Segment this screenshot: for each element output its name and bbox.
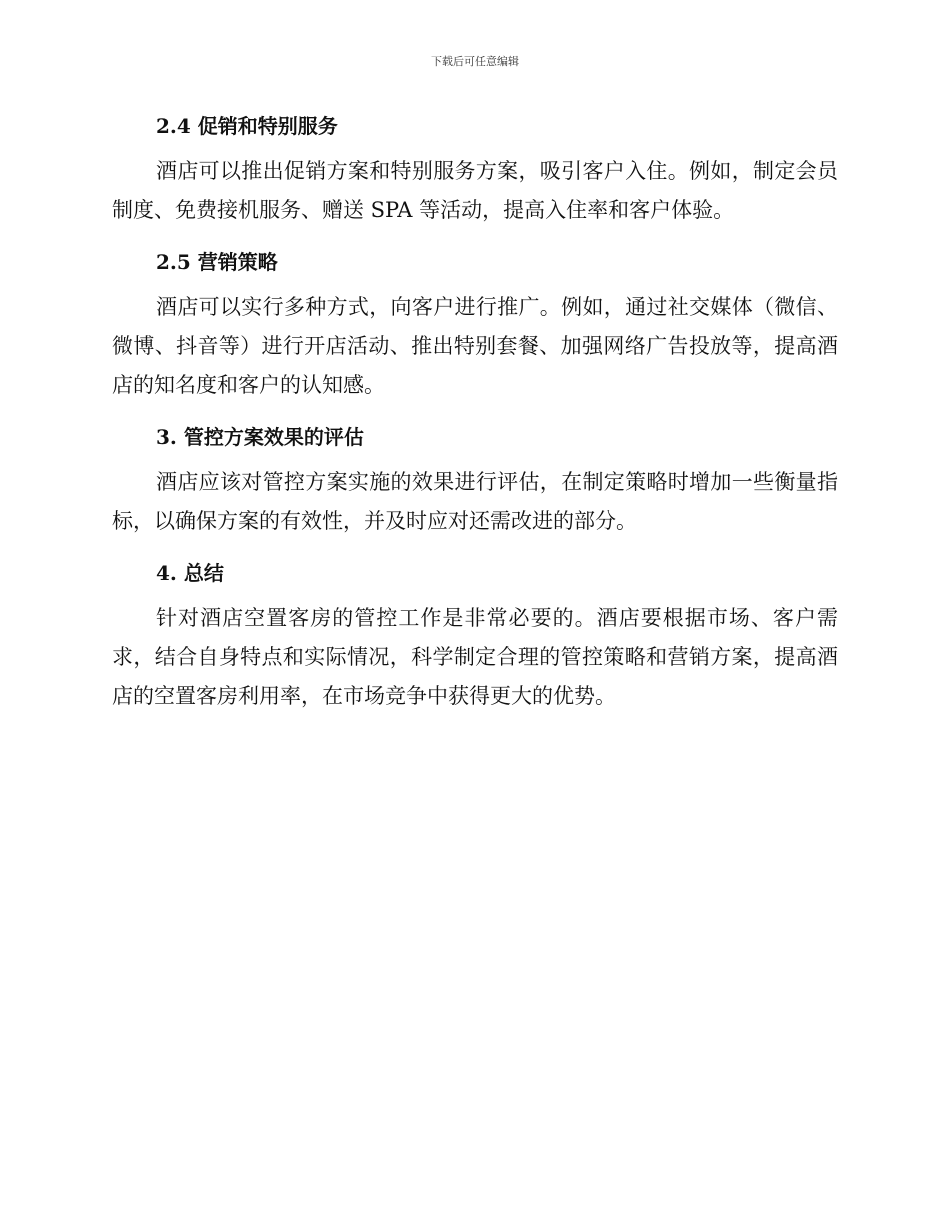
section-heading-evaluation: 3. 管控方案效果的评估 bbox=[156, 425, 364, 449]
document-body bbox=[112, 110, 838, 716]
page-header: 下载后可任意编辑 bbox=[431, 55, 519, 68]
section-paragraph-promotions: 酒店可以推出促销方案和特别服务方案，吸引客户入住。例如，制定会员制度、免费接机服务、赠送 SPA 等活动，提高入住率和客户体验。 bbox=[112, 159, 838, 222]
section-paragraph-evaluation: 酒店应该对管控方案实施的效果进行评估，在制定策略时增加一些衡量指标，以确保方案的有效性，并及时应对还需改进的部分。 bbox=[112, 470, 838, 533]
section-paragraph-summary: 针对酒店空置客房的管控工作是非常必要的。酒店要根据市场、客户需求，结合自身特点和实际情况，科学制定合理的管控策略和营销方案，提高酒店的空置客房利用率，在市场竞争中获得更大的优势。 bbox=[112, 606, 838, 708]
section-paragraph-marketing: 酒店可以实行多种方式，向客户进行推广。例如，通过社交媒体（微信、微博、抖音等）进行开店活动、推出特别套餐、加强网络广告投放等，提高酒店的知名度和客户的认知感。 bbox=[112, 295, 838, 397]
section-heading-summary: 4. 总结 bbox=[156, 561, 224, 585]
section-heading-promotions: 2.4 促销和特别服务 bbox=[156, 114, 338, 138]
section-heading-marketing: 2.5 营销策略 bbox=[156, 250, 278, 274]
